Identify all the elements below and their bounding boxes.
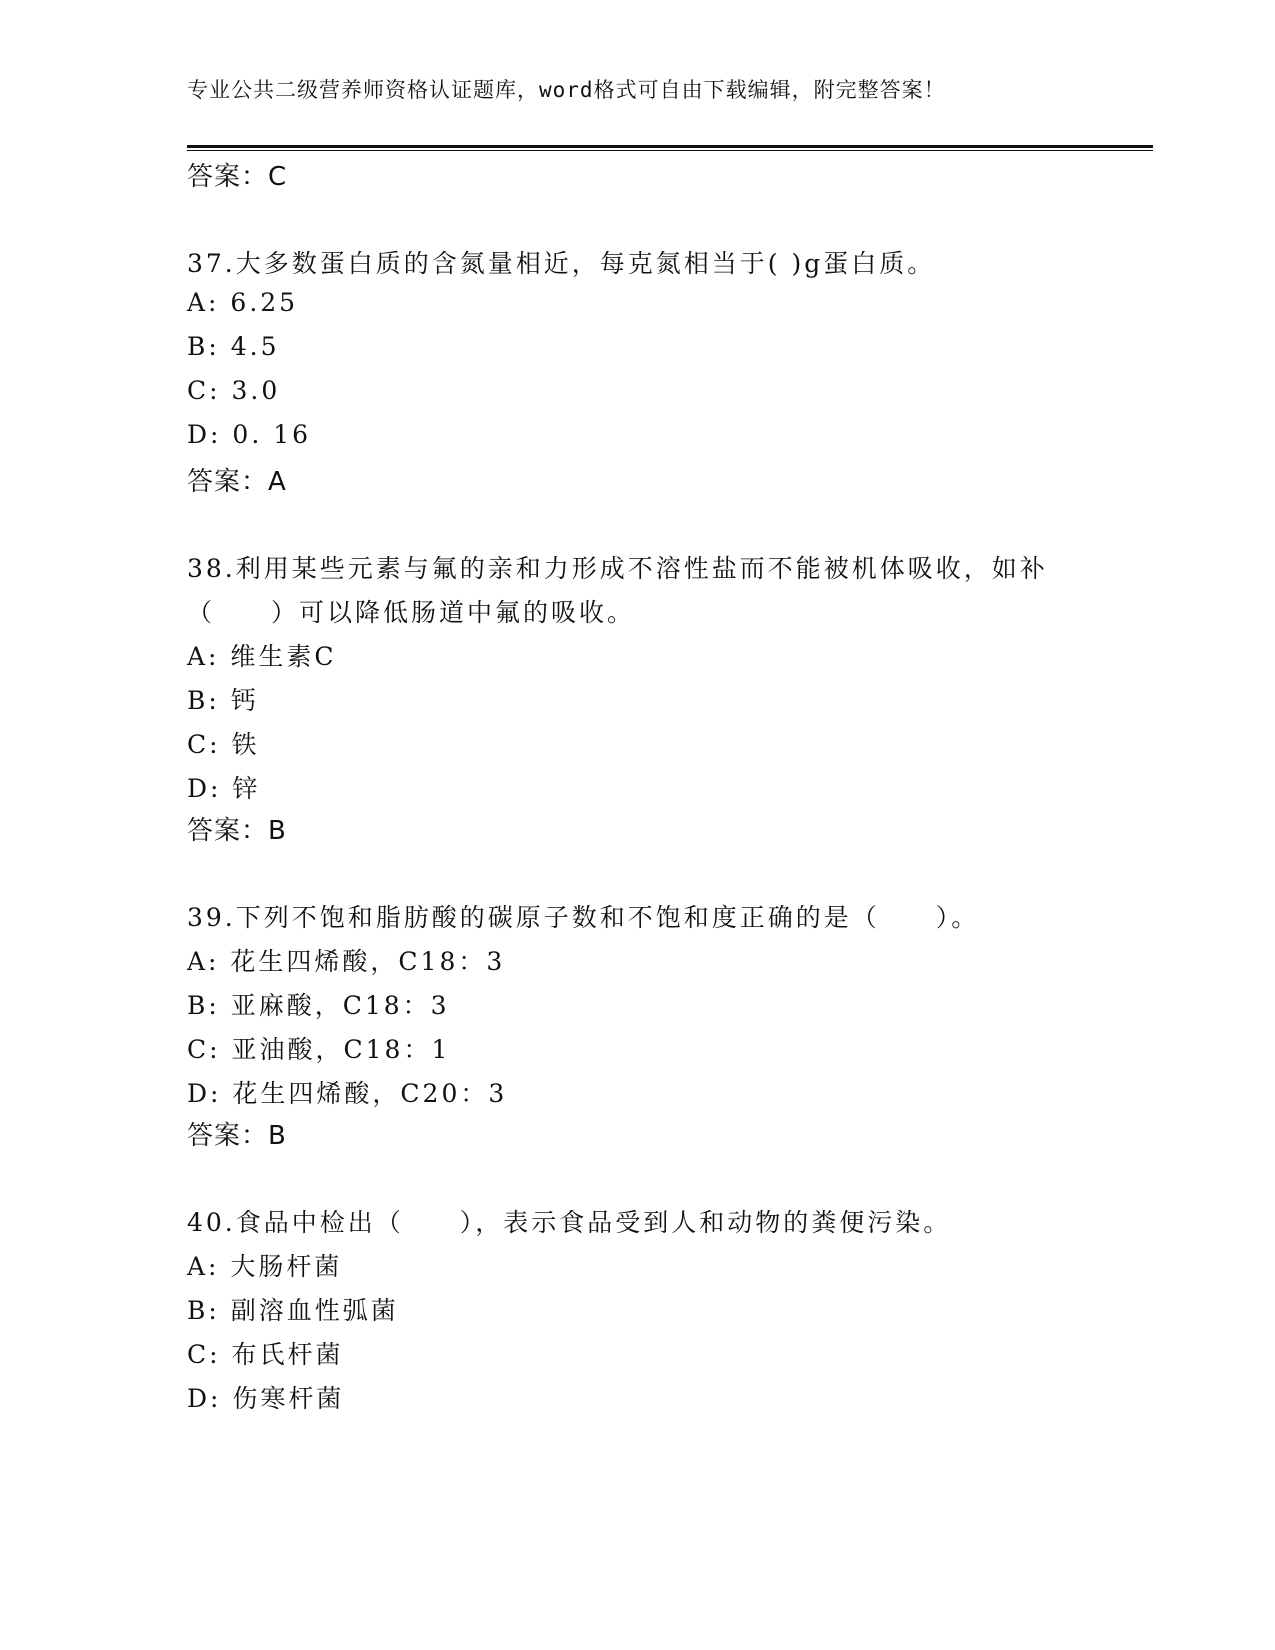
question-38-option-c: C: 铁 bbox=[187, 730, 260, 759]
question-40-option-d: D: 伤寒杆菌 bbox=[187, 1384, 345, 1413]
question-38-stem-line2: （ ）可以降低肠道中氟的吸收。 bbox=[187, 598, 636, 627]
question-40-stem: 40.食品中检出（ ），表示食品受到人和动物的粪便污染。 bbox=[187, 1208, 952, 1237]
question-39-option-d: D: 花生四烯酸，C20：3 bbox=[187, 1079, 508, 1108]
question-39-stem: 39.下列不饱和脂肪酸的碳原子数和不饱和度正确的是（ ）。 bbox=[187, 903, 980, 932]
question-38-option-d: D: 锌 bbox=[187, 774, 261, 803]
answer-36: 答案：C bbox=[187, 162, 288, 192]
answer-38: 答案：B bbox=[187, 816, 287, 846]
answer-39: 答案：B bbox=[187, 1121, 287, 1151]
question-40-option-b: B: 副溶血性弧菌 bbox=[187, 1296, 399, 1325]
page-header: 专业公共二级营养师资格认证题库，word格式可自由下载编辑，附完整答案！ bbox=[187, 78, 946, 102]
question-40-option-a: A: 大肠杆菌 bbox=[187, 1252, 343, 1281]
question-37-option-a: A: 6.25 bbox=[187, 288, 299, 317]
question-37-option-c: C: 3.0 bbox=[187, 376, 281, 405]
question-39-option-c: C: 亚油酸，C18：1 bbox=[187, 1035, 451, 1064]
question-40-option-c: C: 布氏杆菌 bbox=[187, 1340, 344, 1369]
question-38-option-a: A: 维生素C bbox=[187, 642, 337, 671]
question-37-option-d: D: 0. 16 bbox=[187, 420, 312, 449]
question-38-stem-line1: 38.利用某些元素与氟的亲和力形成不溶性盐而不能被机体吸收，如补 bbox=[187, 554, 1048, 583]
question-37-option-b: B: 4.5 bbox=[187, 332, 280, 361]
answer-37: 答案：A bbox=[187, 467, 287, 497]
question-37-stem: 37.大多数蛋白质的含氮量相近，每克氮相当于( )g蛋白质。 bbox=[187, 249, 936, 278]
question-38-option-b: B: 钙 bbox=[187, 686, 259, 715]
header-rule-thick bbox=[187, 145, 1153, 148]
question-39-option-a: A: 花生四烯酸，C18：3 bbox=[187, 947, 506, 976]
question-39-option-b: B: 亚麻酸，C18：3 bbox=[187, 991, 450, 1020]
header-rule-thin bbox=[187, 150, 1153, 151]
